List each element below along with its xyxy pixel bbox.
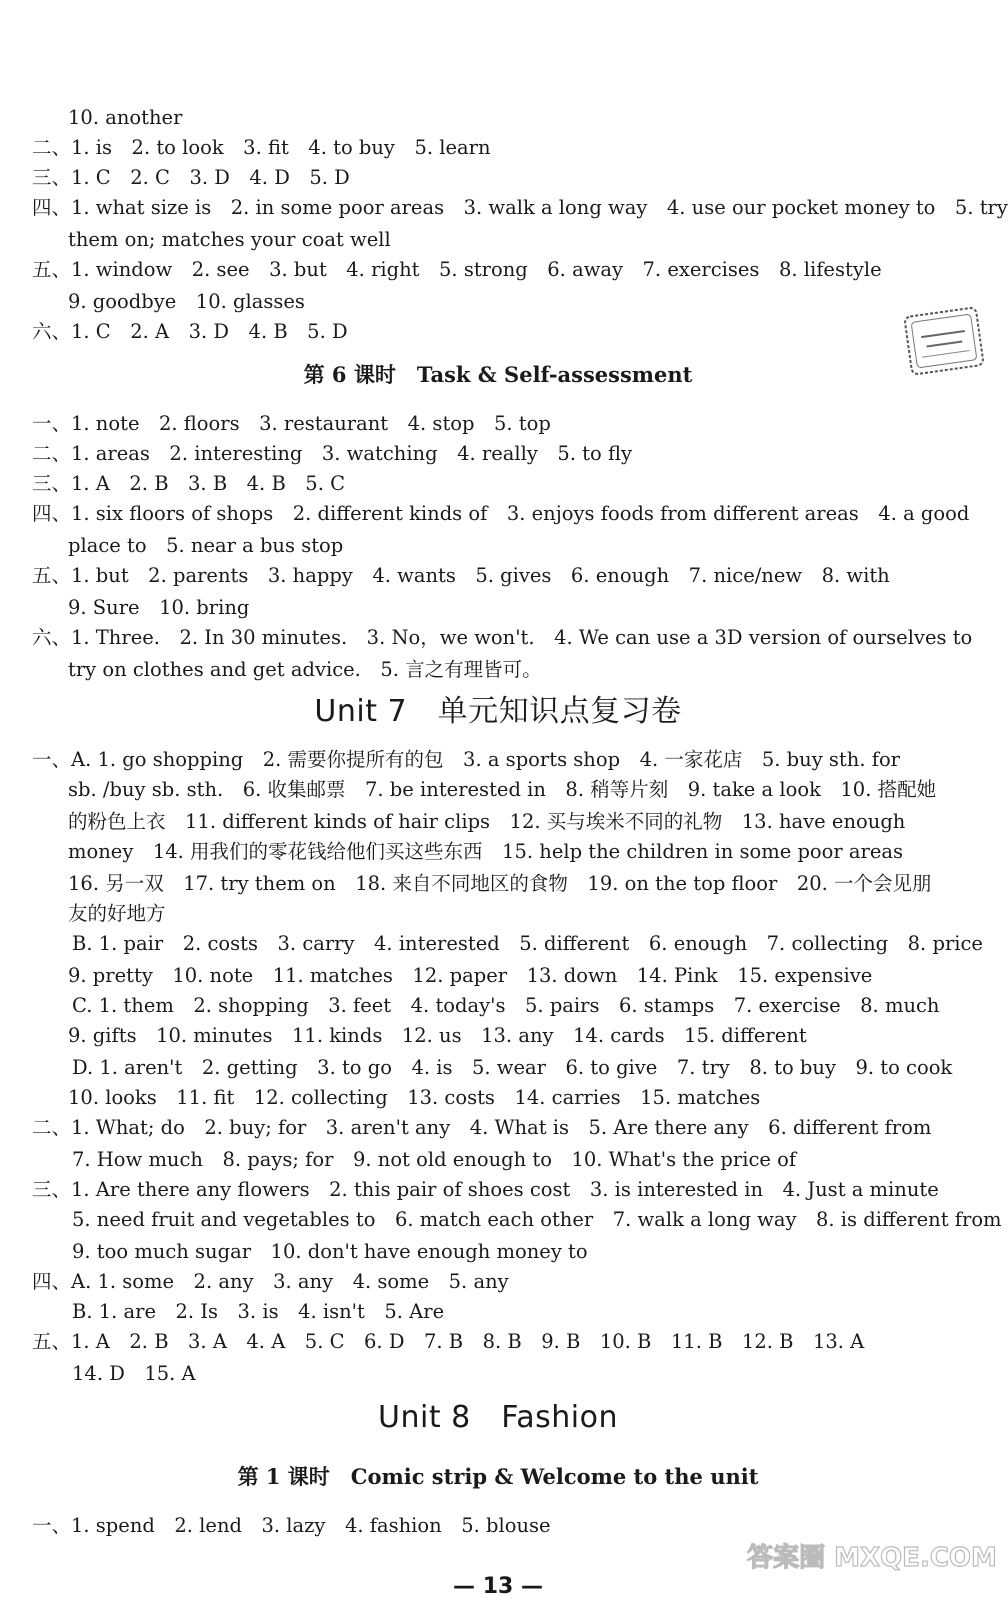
watermark-logo-icon: [747, 1536, 997, 1596]
answer-line: 16. 另一双 17. try them on 18. 来自不同地区的食物 19. on the top floor 20. 一个会见朋: [68, 872, 932, 895]
svg-text:答案圈 MXQE.COM: 答案圈 MXQE.COM: [747, 1543, 997, 1573]
answer-line: 四、1. six floors of shops 2. different kinds of 3. enjoys foods from different areas 4. a good: [32, 502, 970, 525]
answer-line: C. 1. them 2. shopping 3. feet 4. today's 5. pairs 6. stamps 7. exercise 8. much: [72, 994, 940, 1017]
answer-line: 9. goodbye 10. glasses: [68, 290, 305, 313]
answer-line: 9. pretty 10. note 11. matches 12. paper 13. down 14. Pink 15. expensive: [68, 964, 873, 987]
answer-line: 5. need fruit and vegetables to 6. match each other 7. walk a long way 8. is different from: [72, 1208, 1002, 1231]
answer-line: 五、1. window 2. see 3. but 4. right 5. strong 6. away 7. exercises 8. lifestyle: [32, 258, 882, 281]
lesson-6-title: 第 6 课时 Task & Self-assessment: [303, 362, 693, 387]
answer-line: B. 1. are 2. Is 3. is 4. isn't 5. Are: [72, 1300, 445, 1323]
answer-line: 五、1. A 2. B 3. A 4. A 5. C 6. D 7. B 8. B 9. B 10. B 11. B 12. B 13. A: [32, 1330, 865, 1353]
answer-line: 四、A. 1. some 2. any 3. any 4. some 5. any: [32, 1270, 509, 1293]
answer-line: 五、1. but 2. parents 3. happy 4. wants 5. gives 6. enough 7. nice/new 8. with: [32, 564, 890, 587]
page-number: — 13 —: [453, 1574, 543, 1599]
answer-line: 三、1. A 2. B 3. B 4. B 5. C: [32, 472, 346, 495]
answer-line: 三、1. Are there any flowers 2. this pair of shoes cost 3. is interested in 4. Just a minute: [32, 1178, 939, 1201]
answer-line: 的粉色上衣 11. different kinds of hair clips 12. 买与埃米不同的礼物 13. have enough: [68, 810, 906, 833]
answer-line: 二、1. areas 2. interesting 3. watching 4. really 5. to fly: [32, 442, 632, 465]
answer-line: 10. looks 11. fit 12. collecting 13. costs 14. carries 15. matches: [68, 1086, 761, 1109]
answer-line: 9. too much sugar 10. don't have enough money to: [72, 1240, 588, 1263]
answer-line: 三、1. C 2. C 3. D 4. D 5. D: [32, 166, 350, 189]
answer-line: 六、1. C 2. A 3. D 4. B 5. D: [32, 320, 348, 343]
answer-line: B. 1. pair 2. costs 3. carry 4. interested 5. different 6. enough 7. collecting 8. price: [72, 932, 983, 955]
answer-line: try on clothes and get advice. 5. 言之有理皆可。: [68, 658, 542, 681]
answer-line: D. 1. aren't 2. getting 3. to go 4. is 5. wear 6. to give 7. try 8. to buy 9. to cook: [72, 1056, 953, 1079]
answer-line: 一、1. note 2. floors 3. restaurant 4. stop 5. top: [32, 412, 551, 435]
answer-line: 9. Sure 10. bring: [68, 596, 250, 619]
answer-line: 二、1. What; do 2. buy; for 3. aren't any 4. What is 5. Are there any 6. different from: [32, 1116, 932, 1139]
answer-line: 友的好地方: [68, 902, 166, 925]
lesson-1-title: 第 1 课时 Comic strip & Welcome to the unit: [237, 1464, 759, 1489]
answer-line: 7. How much 8. pays; for 9. not old enough to 10. What's the price of: [72, 1148, 797, 1171]
unit-8-title: Unit 8 Fashion: [378, 1400, 618, 1435]
answer-line: 14. D 15. A: [72, 1362, 196, 1385]
answer-line: sb. /buy sb. sth. 6. 收集邮票 7. be interested in 8. 稍等片刻 9. take a look 10. 搭配她: [68, 778, 937, 801]
answer-line: 9. gifts 10. minutes 11. kinds 12. us 13. any 14. cards 15. different: [68, 1024, 807, 1047]
answer-line: them on; matches your coat well: [68, 228, 391, 251]
answer-line: 一、A. 1. go shopping 2. 需要你提所有的包 3. a sports shop 4. 一家花店 5. buy sth. for: [32, 748, 901, 771]
answer-line: 六、1. Three. 2. In 30 minutes. 3. No，we won't. 4. We can use a 3D version of ourselves to: [32, 626, 973, 649]
unit-7-title: Unit 7 单元知识点复习卷: [314, 694, 682, 729]
answer-line: 二、1. is 2. to look 3. fit 4. to buy 5. learn: [32, 136, 491, 159]
answer-line: place to 5. near a bus stop: [68, 534, 344, 557]
answer-line: money 14. 用我们的零花钱给他们买这些东西 15. help the children in some poor areas: [68, 840, 904, 863]
answer-line: 四、1. what size is 2. in some poor areas 3. walk a long way 4. use our pocket money to 5. try: [32, 196, 1008, 219]
answer-line: 一、1. spend 2. lend 3. lazy 4. fashion 5. blouse: [32, 1514, 551, 1537]
answer-line: 10. another: [68, 106, 183, 129]
